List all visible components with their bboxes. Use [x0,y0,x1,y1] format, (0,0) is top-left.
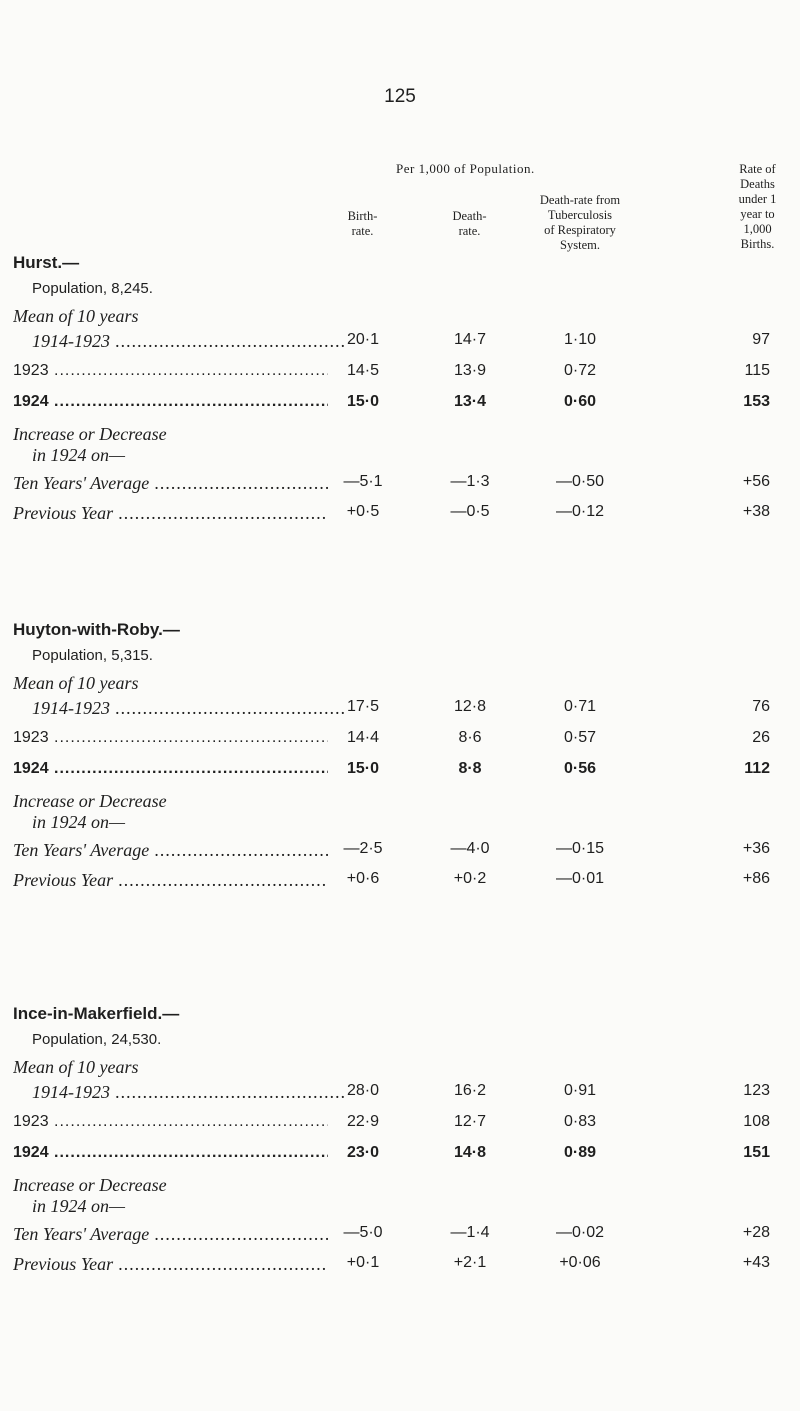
change-cell-value: —0·12 [555,503,605,520]
section-population: Population, 24,530. [32,1031,162,1048]
change-cell-value: —0·50 [555,473,605,490]
cell-value: 17·5 [346,698,380,715]
cell-value: 1·10 [563,331,597,348]
section-population: Population, 8,245. [32,280,153,297]
change-cell-value: +0·2 [453,870,487,887]
header-group: Per 1,000 of Population. [396,161,535,176]
change-label: Increase or Decrease [13,1175,167,1195]
cell-value: 28·0 [346,1082,380,1099]
cell-value: 153 [743,393,770,410]
cell-value: 115 [744,362,770,379]
change-row-label: Ten Years' Average ..... [13,1224,328,1245]
section-title: Ince-in-Makerfield.— [13,1004,180,1023]
change-cell-value: —2·5 [343,840,383,857]
cell-value: 12·7 [453,1113,487,1130]
page-number: 125 [384,86,416,107]
cell-value: 8·6 [458,729,482,746]
row-label: 1923 ..... [13,362,328,380]
cell-value: 23·0 [346,1144,380,1161]
change-cell-value: —1·3 [450,473,490,490]
change-sublabel: in 1924 on— [32,1196,126,1216]
change-cell-value: —5·1 [343,473,383,490]
cell-value: 15·0 [346,393,380,410]
row-label: 1914-1923 ..... [32,331,347,352]
change-cell-value: +0·6 [346,870,380,887]
change-cell-value: —5·0 [343,1224,383,1241]
section-title: Hurst.— [13,253,80,272]
mean-label: Mean of 10 years [13,306,139,326]
change-cell-value: +0·06 [559,1254,601,1271]
mean-label: Mean of 10 years [13,673,139,693]
header-death-rate: Death- rate. [452,209,487,238]
cell-value: 13·9 [453,362,487,379]
change-cell-value: +0·1 [346,1254,380,1271]
cell-value: 14·7 [453,331,487,348]
row-label: 1914-1923 ..... [32,1082,347,1103]
row-label: 1923 ..... [13,1113,328,1131]
change-row-label: Ten Years' Average ..... [13,473,328,494]
change-cell-value: +2·1 [453,1254,487,1271]
change-cell-value: —0·01 [555,870,605,887]
change-label: Increase or Decrease [13,791,167,811]
change-cell-value: +28 [742,1224,770,1241]
row-label: 1924 ..... [13,1144,328,1162]
cell-value: 14·4 [346,729,380,746]
cell-value: 14·5 [346,362,380,379]
cell-value: 76 [752,698,770,715]
cell-value: 97 [752,331,770,348]
change-cell-value: +43 [742,1254,770,1271]
change-row-label: Previous Year ..... [13,503,328,524]
section-title: Huyton-with-Roby.— [13,620,180,639]
change-cell-value: +56 [742,473,770,490]
cell-value: 151 [743,1144,770,1161]
change-row-label: Previous Year ..... [13,870,328,891]
cell-value: 16·2 [453,1082,487,1099]
change-cell-value: +38 [742,503,770,520]
cell-value: 0·56 [563,760,597,777]
row-label: 1924 ..... [13,393,328,411]
cell-value: 20·1 [346,331,380,348]
cell-value: 0·72 [563,362,597,379]
change-sublabel: in 1924 on— [32,812,126,832]
change-cell-value: +36 [742,840,770,857]
cell-value: 0·83 [563,1113,597,1130]
row-label: 1923 ..... [13,729,328,747]
cell-value: 14·8 [453,1144,487,1161]
change-cell-value: —4·0 [450,840,490,857]
cell-value: 0·91 [563,1082,597,1099]
cell-value: 22·9 [346,1113,380,1130]
cell-value: 0·71 [563,698,597,715]
cell-value: 112 [744,760,770,777]
header-tb-death-rate: Death-rate from Tuberculosis of Respiratory System. [539,193,621,252]
section-population: Population, 5,315. [32,647,153,664]
change-cell-value: —0·5 [450,503,490,520]
row-label: 1924 ..... [13,760,328,778]
change-row-label: Previous Year ..... [13,1254,328,1275]
cell-value: 0·57 [563,729,597,746]
change-label: Increase or Decrease [13,424,167,444]
cell-value: 12·8 [453,698,487,715]
change-cell-value: +86 [742,870,770,887]
row-label: 1914-1923 ..... [32,698,347,719]
change-cell-value: —1·4 [450,1224,490,1241]
mean-label: Mean of 10 years [13,1057,139,1077]
cell-value: 108 [743,1113,770,1130]
header-birth-rate: Birth- rate. [347,209,378,238]
cell-value: 26 [752,729,770,746]
cell-value: 13·4 [453,393,487,410]
header-infant-mortality: Rate of Deaths under 1 year to 1,000 Births. [738,162,777,251]
change-sublabel: in 1924 on— [32,445,126,465]
cell-value: 0·60 [563,393,597,410]
change-row-label: Ten Years' Average ..... [13,840,328,861]
cell-value: 123 [743,1082,770,1099]
change-cell-value: —0·02 [555,1224,605,1241]
change-cell-value: —0·15 [555,840,605,857]
cell-value: 0·89 [563,1144,597,1161]
cell-value: 8·8 [458,760,482,777]
change-cell-value: +0·5 [346,503,380,520]
cell-value: 15·0 [346,760,380,777]
